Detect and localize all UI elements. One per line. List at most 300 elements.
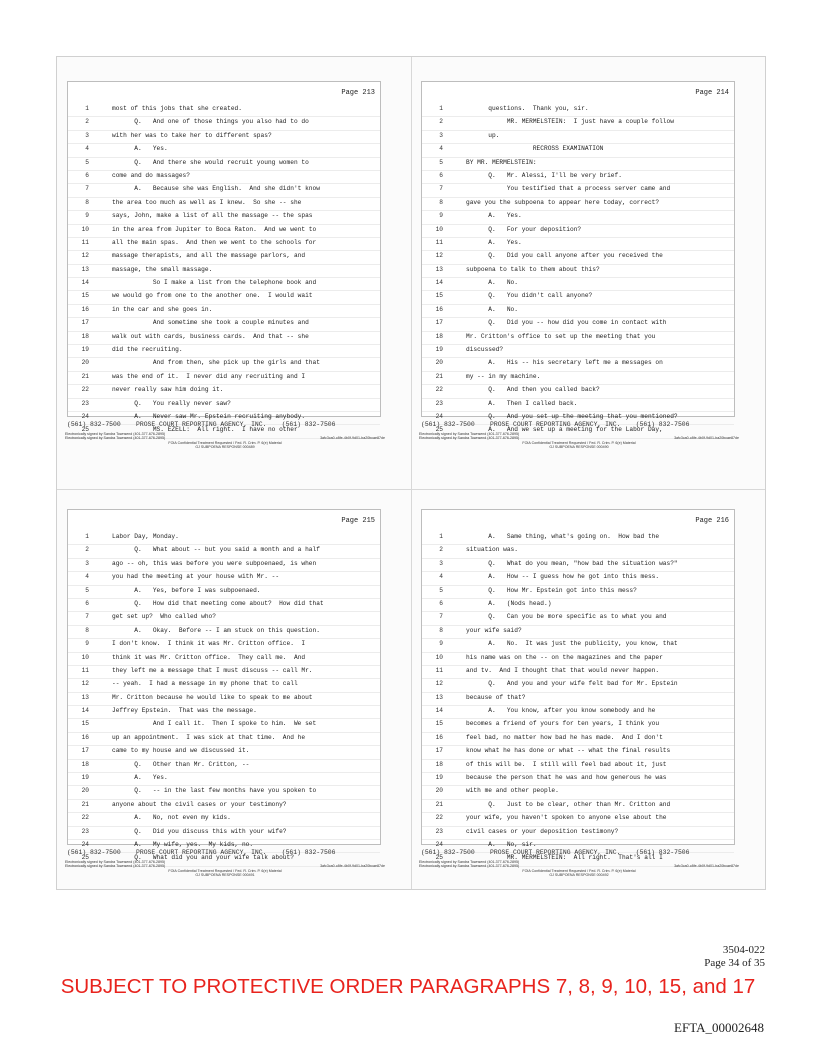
- transcript-line: [68, 612, 380, 625]
- line-text: A. (Nods head.): [466, 599, 552, 607]
- transcript-line: [68, 760, 380, 773]
- line-text: ago -- oh, this was before you were subpoenaed, is when: [112, 559, 317, 567]
- line-text: A. You know, after you know somebody and he: [466, 707, 656, 715]
- line-number: 14: [81, 707, 89, 715]
- line-text: A. How -- I guess how he got into this mess.: [466, 573, 660, 581]
- line-text: Q. And you and your wife felt bad for Mr. Epstein: [466, 680, 678, 688]
- transcript-line: [422, 827, 734, 840]
- signature-hash: 3afc3ca0-c8fe-4b0f-9d01-ba20bcae87de: [320, 436, 385, 440]
- line-number: 25: [435, 426, 443, 434]
- line-text: Q. Other than Mr. Critton, --: [112, 760, 250, 768]
- line-text: Q. Just to be clear, other than Mr. Critton and: [466, 800, 671, 808]
- line-number: 24: [81, 840, 89, 848]
- line-text: they left me a message that I must discuss -- call Mr.: [112, 666, 313, 674]
- line-number: 3: [85, 559, 89, 567]
- line-text: A. His -- his secretary left me a messages on: [466, 359, 663, 367]
- line-text: becomes a friend of yours for ten years, I think you: [466, 720, 660, 728]
- line-text: in the area from Jupiter to Boca Raton. And we went to: [112, 225, 317, 233]
- transcript-line: [68, 211, 380, 224]
- line-number: 22: [435, 386, 443, 394]
- line-text: A. No.: [466, 305, 518, 313]
- signature-hash: 3afc3ca0-c8fe-4b0f-9d01-ba20bcae87de: [674, 864, 739, 868]
- line-number: 4: [439, 573, 443, 581]
- transcript-line: [68, 251, 380, 264]
- transcript-line: [422, 278, 734, 291]
- line-text: And I call it. Then I spoke to him. We set: [112, 720, 317, 728]
- line-number: 7: [439, 185, 443, 193]
- line-text: my -- in my machine.: [466, 372, 541, 380]
- line-text: A. No. It was just the publicity, you know, that: [466, 640, 678, 648]
- line-number: 2: [439, 118, 443, 126]
- line-number: 21: [435, 800, 443, 808]
- transcript-sheet: [56, 56, 766, 890]
- line-text: Q. And you set up the meeting that you mentioned?: [466, 412, 678, 420]
- line-text: Q. And one of those things you also had to do: [112, 118, 309, 126]
- line-number: 25: [81, 854, 89, 862]
- line-text: Mr. Critton's office to set up the meeting that you: [466, 332, 656, 340]
- reporting-agency-footer: (561) 832-7500 PROSE COURT REPORTING AGENCY, INC. (561) 832-7506: [421, 421, 690, 428]
- line-number: 16: [81, 305, 89, 313]
- line-number: 23: [81, 399, 89, 407]
- efta-id: EFTA_00002648: [674, 1020, 764, 1035]
- transcript-line: [422, 746, 734, 759]
- line-number: 9: [85, 212, 89, 220]
- line-text: know what he has done or what -- what the final results: [466, 747, 671, 755]
- line-number: 15: [435, 720, 443, 728]
- transcript-line: [422, 211, 734, 224]
- line-text: A. And we set up a meeting for the Labor Day,: [466, 426, 663, 434]
- signature-line: Electronically signed by Sandra Townsend (401-377-676-2895): [65, 436, 166, 441]
- line-text: -- yeah. I had a message in my phone that to call: [112, 680, 298, 688]
- line-text: A. No, not even my kids.: [112, 814, 231, 822]
- transcript-line: [422, 305, 734, 318]
- line-text: get set up? Who called who?: [112, 613, 216, 621]
- line-number: 12: [435, 252, 443, 260]
- transcript-line: [68, 586, 380, 599]
- transcript-line: [422, 184, 734, 197]
- line-text: because the person that he was and how generous he was: [466, 774, 667, 782]
- transcript-line: [422, 545, 734, 558]
- transcript-page-214: [417, 75, 755, 469]
- line-number: 13: [435, 265, 443, 273]
- line-number: 15: [81, 720, 89, 728]
- line-number: 19: [81, 774, 89, 782]
- transcript-line: [422, 358, 734, 371]
- transcript-line: [422, 104, 734, 117]
- transcript-line: [68, 773, 380, 786]
- line-number: 8: [439, 198, 443, 206]
- transcript-line: [68, 639, 380, 652]
- line-number: 9: [439, 212, 443, 220]
- line-text: Q. How did that meeting come about? How did that: [112, 599, 324, 607]
- transcript-line: [68, 813, 380, 826]
- transcript-line: [68, 679, 380, 692]
- line-text: A. Never saw Mr. Epstein recruiting anybody.: [112, 412, 306, 420]
- transcript-line: [422, 158, 734, 171]
- transcript-line: [68, 800, 380, 813]
- line-text: up an appointment. I was sick at that time. And he: [112, 733, 306, 741]
- transcript-line: [68, 372, 380, 385]
- transcript-line: [68, 171, 380, 184]
- transcript-line: [422, 586, 734, 599]
- transcript-line: [68, 719, 380, 732]
- line-number: 15: [435, 292, 443, 300]
- line-text: MR. MERMELSTEIN: I just have a couple follow: [466, 118, 674, 126]
- line-text: in the car and she goes in.: [112, 305, 213, 313]
- line-number: 10: [435, 225, 443, 233]
- line-text: A. Then I called back.: [466, 399, 578, 407]
- line-number: 1: [85, 105, 89, 112]
- line-number: 9: [439, 640, 443, 648]
- line-number: 13: [81, 693, 89, 701]
- line-number: 8: [439, 626, 443, 634]
- line-text: all the main spas. And then we went to the schools for: [112, 238, 317, 246]
- transcript-line: [68, 332, 380, 345]
- transcript-line: [68, 559, 380, 572]
- line-number: 25: [435, 854, 443, 862]
- transcript-line: [68, 746, 380, 759]
- transcript-line: [422, 800, 734, 813]
- line-number: 5: [85, 158, 89, 166]
- line-text: So I make a list from the telephone book and: [112, 279, 317, 287]
- line-text: RECROSS EXAMINATION: [466, 145, 604, 153]
- line-number: 17: [81, 319, 89, 327]
- line-text: A. Okay. Before -- I am stuck on this question.: [112, 626, 320, 634]
- transcript-line: [422, 399, 734, 412]
- line-text: the area too much as well as I knew. So she -- she: [112, 198, 302, 206]
- signature-hash: 3afc3ca0-c8fe-4b0f-9d01-ba20bcae87de: [320, 864, 385, 868]
- line-text: situation was.: [466, 546, 518, 554]
- reporting-agency-footer: (561) 832-7500 PROSE COURT REPORTING AGENCY, INC. (561) 832-7506: [67, 421, 336, 428]
- line-text: A. Because she was English. And she didn't know: [112, 185, 320, 193]
- line-number: 10: [81, 225, 89, 233]
- line-text: Q. What did you and your wife talk about?: [112, 854, 294, 862]
- sheet-vertical-divider: [411, 57, 412, 889]
- line-text: says, John, make a list of all the massage -- the spas: [112, 212, 313, 220]
- line-text: we would go from one to the another one. I would wait: [112, 292, 313, 300]
- transcript-line: [68, 278, 380, 291]
- line-number: 7: [85, 185, 89, 193]
- reporting-agency-footer: (561) 832-7500 PROSE COURT REPORTING AGENCY, INC. (561) 832-7506: [67, 849, 336, 856]
- signature-line: Electronically signed by Sandra Townsend (401-377-676-2895): [419, 860, 520, 864]
- transcript-line: [68, 238, 380, 251]
- transcript-line: [68, 198, 380, 211]
- reporting-agency-footer: (561) 832-7500 PROSE COURT REPORTING AGENCY, INC. (561) 832-7506: [421, 849, 690, 856]
- line-text: with her was to take her to different spas?: [112, 131, 272, 139]
- line-number: 19: [81, 346, 89, 354]
- line-number: 23: [81, 827, 89, 835]
- line-number: 17: [435, 319, 443, 327]
- line-text: A. My wife, yes. My kids, no.: [112, 840, 254, 848]
- protective-order-notice: SUBJECT TO PROTECTIVE ORDER PARAGRAPHS 7, 8, 9, 10, 15, and 17: [60, 975, 756, 998]
- batch-number: 3504-022: [722, 944, 765, 956]
- transcript-lines: [422, 104, 734, 439]
- line-number: 2: [85, 118, 89, 126]
- transcript-line: [422, 679, 734, 692]
- transcript-line: [68, 291, 380, 304]
- line-text: Q. Did you discuss this with your wife?: [112, 827, 287, 835]
- line-number: 22: [81, 814, 89, 822]
- transcript-line: [422, 532, 734, 545]
- line-text: came to my house and we discussed it.: [112, 747, 250, 755]
- transcript-line: [68, 706, 380, 719]
- line-text: questions. Thank you, sir.: [466, 105, 589, 112]
- line-text: Q. And there she would recruit young women to: [112, 158, 309, 166]
- signature-hash: 3afc3ca0-c8fe-4b0f-9d01-ba20bcae87de: [674, 436, 739, 440]
- subpoena-response-number: GJ SUBPOENA RESPONSE 000490: [549, 445, 609, 450]
- line-number: 7: [85, 613, 89, 621]
- electronic-signature-block: [419, 860, 739, 878]
- line-number: 8: [85, 626, 89, 634]
- line-text: you had the meeting at your house with Mr. --: [112, 573, 280, 581]
- line-number: 4: [85, 573, 89, 581]
- transcript-page-215: [63, 503, 401, 897]
- transcript-line: [422, 693, 734, 706]
- line-number: 11: [435, 666, 443, 674]
- line-text: gave you the subpoena to appear here today, correct?: [466, 198, 660, 206]
- transcript-lines: [422, 532, 734, 867]
- transcript-line: [422, 653, 734, 666]
- transcript-lines: [68, 532, 380, 867]
- line-number: 12: [81, 252, 89, 260]
- transcript-line: [422, 733, 734, 746]
- transcript-line: [422, 559, 734, 572]
- line-text: because of that?: [466, 693, 526, 701]
- transcript-line: [68, 225, 380, 238]
- line-text: You testified that a process server came and: [466, 185, 671, 193]
- transcript-page-216: [417, 503, 755, 897]
- page-label: Page 216: [695, 517, 729, 525]
- transcript-line: [422, 612, 734, 625]
- line-text: MR. MERMELSTEIN: All right. That's all I: [466, 854, 663, 862]
- batch-info: [704, 944, 765, 970]
- line-number: 6: [439, 599, 443, 607]
- line-text: A. No, sir.: [466, 840, 537, 848]
- line-number: 17: [435, 747, 443, 755]
- line-text: MS. EZELL: All right. I have no other: [112, 426, 298, 434]
- transcript-line: [422, 332, 734, 345]
- line-number: 4: [85, 145, 89, 153]
- line-number: 24: [435, 840, 443, 848]
- line-text: And sometime she took a couple minutes and: [112, 319, 309, 327]
- line-text: A. Same thing, what's going on. How bad the: [466, 533, 660, 540]
- line-number: 21: [435, 372, 443, 380]
- transcript-line: [68, 318, 380, 331]
- line-number: 8: [85, 198, 89, 206]
- signature-line: Electronically signed by Sandra Townsend (401-377-676-2895): [419, 436, 520, 441]
- line-text: anyone about the civil cases or your testimony?: [112, 800, 287, 808]
- foia-notice: FOIA Confidential Treatment Requested / Fed. R. Crim. P. 6(e) Material: [168, 440, 282, 445]
- transcript-line: [422, 813, 734, 826]
- line-number: 20: [81, 359, 89, 367]
- line-number: 11: [81, 238, 89, 246]
- line-text: was the end of it. I never did any recruiting and I: [112, 372, 306, 380]
- line-text: Q. Did you -- how did you come in contact with: [466, 319, 667, 327]
- line-text: of this will be. I still will feel bad about it, just: [466, 760, 667, 768]
- transcript-line: [68, 786, 380, 799]
- line-text: A. Yes.: [112, 774, 168, 782]
- line-number: 11: [435, 238, 443, 246]
- transcript-line: [68, 305, 380, 318]
- line-number: 5: [439, 158, 443, 166]
- line-number: 22: [435, 814, 443, 822]
- line-text: Q. Can you be more specific as to what you and: [466, 613, 667, 621]
- foia-notice: FOIA Confidential Treatment Requested / Fed. R. Crim. P. 6(e) Material: [168, 868, 282, 873]
- line-number: 14: [435, 707, 443, 715]
- line-number: 3: [85, 131, 89, 139]
- line-number: 1: [439, 533, 443, 540]
- line-text: Q. And then you called back?: [466, 386, 600, 394]
- transcript-line: [68, 733, 380, 746]
- line-text: And from then, she pick up the girls and that: [112, 359, 320, 367]
- line-number: 13: [435, 693, 443, 701]
- subpoena-response-number: GJ SUBPOENA RESPONSE 000491: [195, 873, 255, 878]
- line-number: 10: [435, 653, 443, 661]
- transcript-line: [422, 639, 734, 652]
- transcript-line: [68, 158, 380, 171]
- transcript-line: [422, 291, 734, 304]
- line-text: Q. Mr. Alessi, I'll be very brief.: [466, 171, 622, 179]
- line-number: 23: [435, 827, 443, 835]
- transcript-line: [422, 171, 734, 184]
- line-number: 18: [435, 760, 443, 768]
- transcript-line: [422, 385, 734, 398]
- line-text: your wife, you haven't spoken to anyone else about the: [466, 814, 667, 822]
- foia-notice: FOIA Confidential Treatment Requested / Fed. R. Crim. P. 6(e) Material: [522, 868, 636, 873]
- page-label: Page 214: [695, 89, 729, 97]
- page-count: Page 34 of 35: [704, 957, 765, 969]
- line-number: 24: [81, 412, 89, 420]
- transcript-line: [68, 265, 380, 278]
- transcript-line: [68, 827, 380, 840]
- foia-notice: FOIA Confidential Treatment Requested / Fed. R. Crim. P. 6(e) Material: [522, 440, 636, 445]
- line-number: 25: [81, 426, 89, 434]
- electronic-signature-block: [65, 432, 385, 450]
- line-number: 20: [435, 359, 443, 367]
- subpoena-response-number: GJ SUBPOENA RESPONSE 000492: [549, 873, 609, 878]
- line-number: 4: [439, 145, 443, 153]
- transcript-line: [422, 666, 734, 679]
- transcript-line: [422, 372, 734, 385]
- line-number: 12: [435, 680, 443, 688]
- line-number: 20: [81, 787, 89, 795]
- page-label: Page 213: [341, 89, 375, 97]
- transcript-line: [68, 399, 380, 412]
- transcript-line: [68, 626, 380, 639]
- line-number: 2: [439, 546, 443, 554]
- subpoena-response-number: GJ SUBPOENA RESPONSE 000489: [195, 445, 255, 450]
- transcript-line: [422, 238, 734, 251]
- line-text: A. No.: [466, 279, 518, 287]
- page-label: Page 215: [341, 517, 375, 525]
- transcript-line: [68, 104, 380, 117]
- line-text: massage therapists, and all the massage parlors, and: [112, 252, 306, 260]
- line-text: Q. What about -- but you said a month and a half: [112, 546, 320, 554]
- line-text: A. Yes, before I was subpoenaed.: [112, 586, 261, 594]
- transcript-line: [68, 385, 380, 398]
- line-text: subpoena to talk to them about this?: [466, 265, 600, 273]
- transcript-line: [68, 666, 380, 679]
- transcript-line: [68, 358, 380, 371]
- line-number: 23: [435, 399, 443, 407]
- transcript-line: [68, 131, 380, 144]
- signature-line: Electronically signed by Sandra Townsend (401-377-676-2895): [419, 864, 520, 869]
- electronic-signature-block: [65, 860, 385, 878]
- line-text: and tv. And I thought that that would never happen.: [466, 666, 660, 674]
- line-number: 7: [439, 613, 443, 621]
- line-number: 3: [439, 559, 443, 567]
- line-number: 10: [81, 653, 89, 661]
- line-number: 17: [81, 747, 89, 755]
- transcript-line: [422, 706, 734, 719]
- line-text: A. Yes.: [466, 212, 522, 220]
- line-text: come and do massages?: [112, 171, 190, 179]
- line-text: Labor Day, Monday.: [112, 533, 179, 540]
- line-text: Q. What do you mean, "how bad the situation was?": [466, 559, 678, 567]
- line-number: 16: [435, 733, 443, 741]
- line-number: 5: [439, 586, 443, 594]
- line-number: 19: [435, 346, 443, 354]
- transcript-line: [68, 599, 380, 612]
- line-text: Q. Did you call anyone after you received the: [466, 252, 663, 260]
- transcript-line: [68, 184, 380, 197]
- line-number: 19: [435, 774, 443, 782]
- transcript-line: [422, 198, 734, 211]
- transcript-line: [422, 773, 734, 786]
- line-number: 6: [85, 599, 89, 607]
- line-text: I don't know. I think it was Mr. Critton office. I: [112, 640, 306, 648]
- line-number: 1: [439, 105, 443, 112]
- line-text: Q. You really never saw?: [112, 399, 231, 407]
- line-text: most of this jobs that she created.: [112, 105, 242, 112]
- electronic-signature-block: [419, 432, 739, 450]
- signature-line: Electronically signed by Sandra Townsend (401-377-676-2895): [65, 864, 166, 869]
- line-number: 21: [81, 800, 89, 808]
- transcript-line: [68, 345, 380, 358]
- line-number: 18: [81, 760, 89, 768]
- line-number: 18: [81, 332, 89, 340]
- line-text: Q. How Mr. Epstein got into this mess?: [466, 586, 637, 594]
- line-number: 18: [435, 332, 443, 340]
- line-number: 3: [439, 131, 443, 139]
- line-text: massage, the small massage.: [112, 265, 213, 273]
- line-number: 14: [435, 279, 443, 287]
- line-text: Mr. Critton because he would like to speak to me about: [112, 693, 313, 701]
- line-number: 11: [81, 666, 89, 674]
- line-text: think it was Mr. Critton office. They call me. And: [112, 653, 306, 661]
- transcript-line: [68, 545, 380, 558]
- line-text: your wife said?: [466, 626, 522, 634]
- line-number: 16: [81, 733, 89, 741]
- transcript-line: [422, 318, 734, 331]
- transcript-line: [422, 626, 734, 639]
- transcript-line: [422, 251, 734, 264]
- transcript-line: [422, 144, 734, 157]
- line-number: 22: [81, 386, 89, 394]
- line-number: 1: [85, 533, 89, 540]
- transcript-line: [422, 265, 734, 278]
- transcript-line: [422, 719, 734, 732]
- transcript-line: [68, 144, 380, 157]
- line-text: did the recruiting.: [112, 346, 183, 354]
- line-number: 6: [85, 171, 89, 179]
- transcript-line: [422, 599, 734, 612]
- transcript-line: [422, 345, 734, 358]
- transcript-line: [68, 653, 380, 666]
- line-text: with me and other people.: [466, 787, 559, 795]
- line-text: his name was on the -- on the magazines and the paper: [466, 653, 663, 661]
- line-number: 21: [81, 372, 89, 380]
